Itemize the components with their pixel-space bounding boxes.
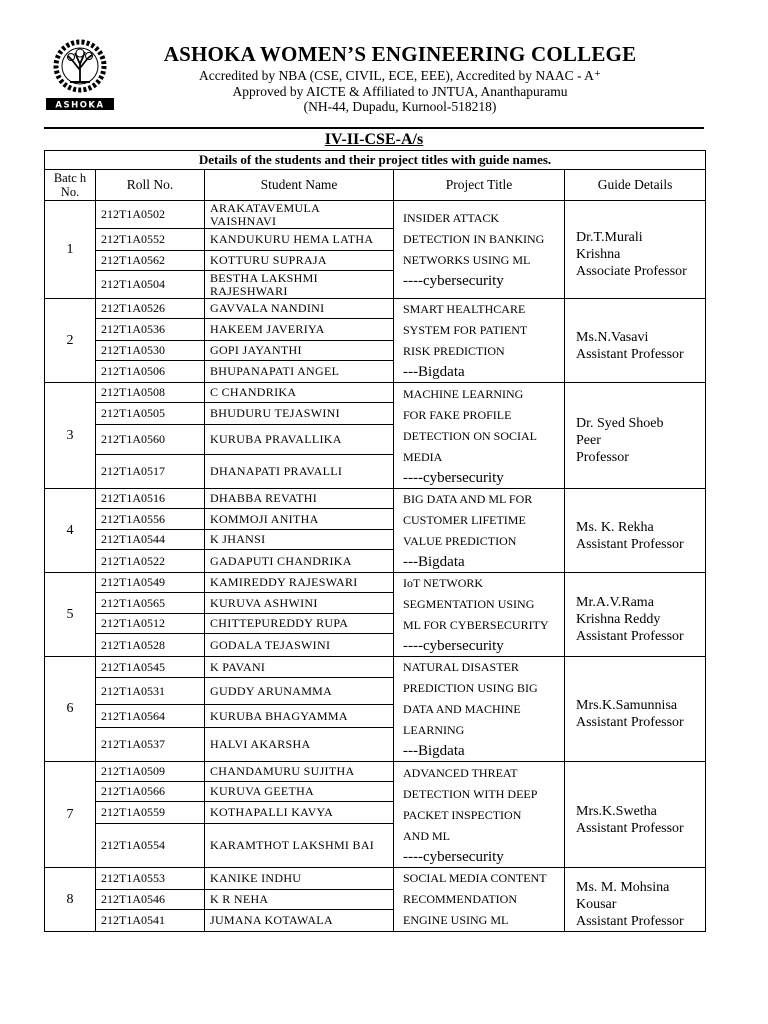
project-title-cell	[394, 762, 565, 868]
roll-number: 212T1A0546	[96, 890, 205, 910]
project-title-line: RISK PREDICTION	[403, 344, 505, 358]
roll-number: 212T1A0553	[96, 868, 205, 890]
guide-details-cell	[565, 489, 706, 573]
project-title-line: PREDICTION USING BIG	[403, 681, 538, 695]
guide-line: Assistant Professor	[576, 914, 684, 929]
project-title-line: IoT NETWORK	[403, 576, 484, 590]
student-name: KOTTURU SUPRAJA	[205, 251, 394, 271]
roll-number: 212T1A0541	[96, 910, 205, 932]
roll-number: 212T1A0536	[96, 319, 205, 341]
batch-number: 4	[45, 489, 96, 573]
project-title-line: DETECTION IN BANKING	[403, 232, 545, 246]
roll-number: 212T1A0506	[96, 361, 205, 383]
col-guide-header: Guide Details	[565, 170, 706, 201]
col-name-header: Student Name	[205, 170, 394, 201]
college-name: ASHOKA WOMEN’S ENGINEERING COLLEGE	[163, 42, 637, 66]
student-name: GOPI JAYANTHI	[205, 341, 394, 361]
guide-line: Professor	[576, 450, 629, 465]
guide-details-cell	[565, 201, 706, 299]
project-domain-tag: ---Bigdata	[403, 743, 465, 759]
project-title-line: ENGINE USING ML	[403, 913, 509, 927]
student-name: BHUPANAPATI ANGEL	[205, 361, 394, 383]
student-name: KURUBA PRAVALLIKA	[205, 425, 394, 455]
guide-line: Mr.A.V.Rama	[576, 595, 654, 610]
student-name: KURUBA BHAGYAMMA	[205, 705, 394, 728]
student-name: KANDUKURU HEMA LATHA	[205, 229, 394, 251]
project-title-line: VALUE PREDICTION	[403, 534, 517, 548]
project-title-cell	[394, 383, 565, 489]
student-name: K PAVANI	[205, 657, 394, 678]
project-title-line: SOCIAL MEDIA CONTENT	[403, 871, 547, 885]
roll-number: 212T1A0544	[96, 529, 205, 549]
project-title-line: SYSTEM FOR PATIENT	[403, 323, 528, 337]
guide-line: Krishna Reddy	[576, 612, 661, 627]
project-domain-tag: ----cybersecurity	[403, 848, 504, 865]
batch-number: 3	[45, 383, 96, 489]
guide-line: Ms.N.Vasavi	[576, 329, 649, 345]
roll-number: 212T1A0554	[96, 824, 205, 868]
project-title-cell	[394, 573, 565, 657]
roll-number: 212T1A0545	[96, 657, 205, 678]
roll-number: 212T1A0559	[96, 802, 205, 824]
roll-number: 212T1A0508	[96, 383, 205, 403]
student-name: BHUDURU TEJASWINI	[205, 403, 394, 425]
project-domain-tag: ---Bigdata	[403, 364, 465, 380]
project-title-line: FOR FAKE PROFILE	[403, 407, 512, 422]
project-title-line: CUSTOMER LIFETIME	[403, 513, 526, 527]
guide-details-cell	[565, 299, 706, 383]
batch-number: 7	[45, 762, 96, 868]
accreditation-line: Accredited by NBA (CSE, CIVIL, ECE, EEE), Accredited by NAAC - A⁺	[199, 68, 601, 83]
project-title-line: SMART HEALTHCARE	[403, 302, 526, 316]
roll-number: 212T1A0504	[96, 271, 205, 299]
batch-number: 6	[45, 657, 96, 762]
guide-line: Ms. M. Mohsina	[576, 880, 670, 895]
roll-number: 212T1A0566	[96, 782, 205, 802]
student-name: HAKEEM JAVERIYA	[205, 319, 394, 341]
project-domain-tag: ----cybersecurity	[403, 638, 504, 654]
roll-number: 212T1A0530	[96, 341, 205, 361]
project-title-line: BIG DATA AND ML FOR	[403, 492, 533, 506]
roll-number: 212T1A0531	[96, 678, 205, 705]
student-name: GUDDY ARUNAMMA	[205, 678, 394, 705]
project-title-line: MACHINE LEARNING	[403, 386, 524, 401]
guide-line: Ms. K. Rekha	[576, 519, 654, 535]
student-name: GODALA TEJASWINI	[205, 634, 394, 657]
student-name: C CHANDRIKA	[205, 383, 394, 403]
guide-details-cell	[565, 868, 706, 932]
project-title-line: SEGMENTATION USING	[403, 597, 535, 611]
roll-number: 212T1A0564	[96, 705, 205, 728]
batch-number: 2	[45, 299, 96, 383]
student-name: KANIKE INDHU	[205, 868, 394, 890]
address-line: (NH-44, Dupadu, Kurnool-518218)	[303, 99, 497, 114]
project-table-body	[45, 201, 706, 932]
project-title-line: INSIDER ATTACK	[403, 211, 500, 225]
roll-number: 212T1A0537	[96, 728, 205, 762]
student-name: CHANDAMURU SUJITHA	[205, 762, 394, 782]
student-name: KURUVA ASHWINI	[205, 593, 394, 613]
guide-line: Assistant Professor	[576, 715, 684, 730]
roll-number: 212T1A0502	[96, 201, 205, 229]
project-title-cell	[394, 489, 565, 573]
guide-line: Associate Professor	[576, 264, 687, 279]
student-name: KAMIREDDY RAJESWARI	[205, 573, 394, 593]
guide-details-cell	[565, 383, 706, 489]
table-row	[45, 299, 706, 319]
project-title-cell	[394, 299, 565, 383]
roll-number: 212T1A0509	[96, 762, 205, 782]
guide-details-cell	[565, 762, 706, 868]
project-title-line: NATURAL DISASTER	[403, 660, 519, 674]
logo-text: ASHOKA	[55, 100, 105, 111]
project-title-line: PACKET INSPECTION	[403, 807, 522, 822]
project-title-cell	[394, 657, 565, 762]
table-row	[45, 573, 706, 593]
student-name: K JHANSI	[205, 529, 394, 549]
project-title-cell	[394, 201, 565, 299]
student-name: DHANAPATI PRAVALLI	[205, 455, 394, 489]
guide-line: Assistant Professor	[576, 536, 684, 552]
roll-number: 212T1A0562	[96, 251, 205, 271]
roll-number: 212T1A0522	[96, 550, 205, 573]
table-caption: Details of the students and their project titles with guide names.	[45, 151, 706, 170]
col-batch-header: Batc h No.	[45, 170, 96, 201]
guide-line: Assistant Professor	[576, 820, 684, 836]
project-title-line: ADVANCED THREAT	[403, 765, 518, 780]
guide-line: Assistant Professor	[576, 346, 684, 362]
project-title-cell	[394, 868, 565, 932]
roll-number: 212T1A0528	[96, 634, 205, 657]
student-name: KARAMTHOT LAKSHMI BAI	[205, 824, 394, 868]
roll-number: 212T1A0505	[96, 403, 205, 425]
roll-number: 212T1A0512	[96, 613, 205, 633]
roll-number: 212T1A0526	[96, 299, 205, 319]
col-roll-header: Roll No.	[96, 170, 205, 201]
project-title-line: LEARNING	[403, 723, 465, 737]
guide-line: Mrs.K.Swetha	[576, 803, 657, 819]
guide-line: Kousar	[576, 897, 617, 912]
project-domain-tag: ----cybersecurity	[403, 273, 504, 289]
student-name: GADAPUTI CHANDRIKA	[205, 550, 394, 573]
project-domain-tag: ---Bigdata	[403, 554, 465, 570]
student-name: KOMMOJI ANITHA	[205, 509, 394, 529]
roll-number: 212T1A0552	[96, 229, 205, 251]
roll-number: 212T1A0516	[96, 489, 205, 509]
guide-line: Krishna	[576, 247, 621, 262]
guide-line: Mrs.K.Samunnisa	[576, 698, 678, 713]
batch-number: 8	[45, 868, 96, 932]
project-title-line: RECOMMENDATION	[403, 892, 517, 906]
student-name: CHITTEPUREDDY RUPA	[205, 613, 394, 633]
guide-line: Assistant Professor	[576, 629, 684, 644]
project-table	[44, 150, 706, 932]
roll-number: 212T1A0517	[96, 455, 205, 489]
student-name: JUMANA KOTAWALA	[205, 910, 394, 932]
table-row	[45, 201, 706, 229]
roll-number: 212T1A0549	[96, 573, 205, 593]
project-domain-tag: ----cybersecurity	[403, 469, 504, 486]
student-name: ARAKATAVEMULA VAISHNAVI	[205, 201, 394, 229]
table-row	[45, 383, 706, 403]
project-title-line: MEDIA	[403, 449, 443, 464]
student-name: K R NEHA	[205, 890, 394, 910]
approval-line: Approved by AICTE & Affiliated to JNTUA, Ananthapuramu	[232, 84, 568, 99]
project-title-line: ML FOR CYBERSECURITY	[403, 618, 549, 632]
batch-number: 1	[45, 201, 96, 299]
project-title-line: DATA AND MACHINE	[403, 702, 521, 716]
college-logo	[44, 38, 116, 112]
student-name: DHABBA REVATHI	[205, 489, 394, 509]
guide-details-cell	[565, 573, 706, 657]
student-name: HALVI AKARSHA	[205, 728, 394, 762]
class-title: IV-II-CSE-A/s	[324, 131, 424, 148]
student-name: KURUVA GEETHA	[205, 782, 394, 802]
roll-number: 212T1A0556	[96, 509, 205, 529]
table-row	[45, 868, 706, 890]
table-row	[45, 489, 706, 509]
batch-number: 5	[45, 573, 96, 657]
header-divider	[44, 127, 704, 129]
student-name: BESTHA LAKSHMI RAJESHWARI	[205, 271, 394, 299]
project-title-line: DETECTION WITH DEEP	[403, 786, 538, 801]
project-title-line: DETECTION ON SOCIAL	[403, 428, 537, 443]
table-row	[45, 657, 706, 678]
roll-number: 212T1A0565	[96, 593, 205, 613]
guide-line: Peer	[576, 433, 601, 448]
col-title-header: Project Title	[394, 170, 565, 201]
table-row	[45, 762, 706, 782]
guide-line: Dr.T.Murali	[576, 230, 643, 245]
guide-line: Dr. Syed Shoeb	[576, 416, 664, 431]
student-name: GAVVALA NANDINI	[205, 299, 394, 319]
project-title-line: NETWORKS USING ML	[403, 253, 531, 267]
roll-number: 212T1A0560	[96, 425, 205, 455]
student-name: KOTHAPALLI KAVYA	[205, 802, 394, 824]
guide-details-cell	[565, 657, 706, 762]
project-title-line: AND ML	[403, 828, 450, 843]
